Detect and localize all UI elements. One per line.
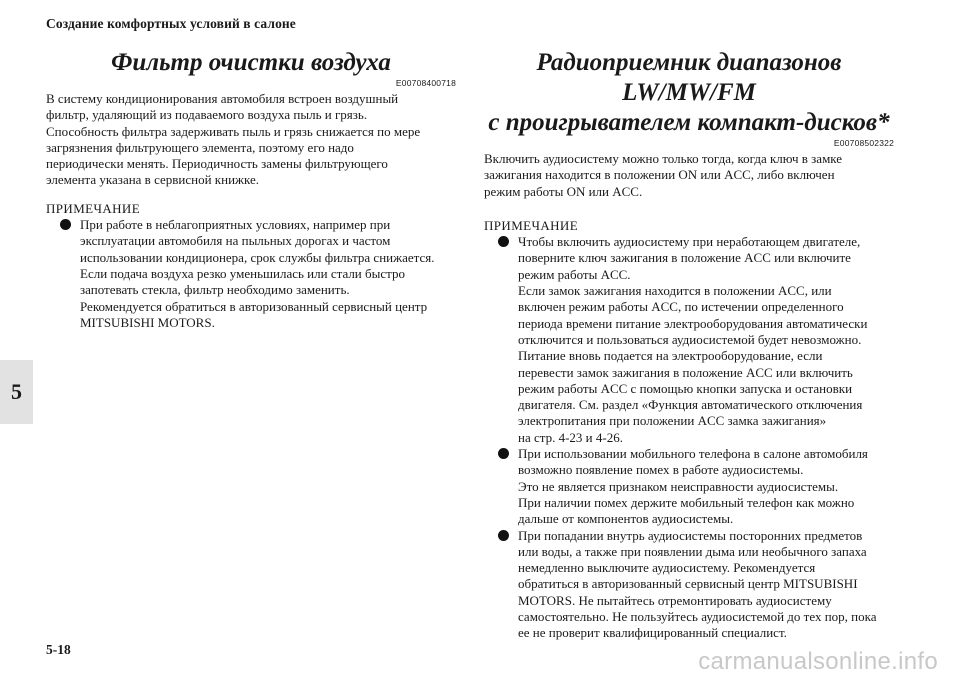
bullet-dot-icon bbox=[498, 530, 509, 541]
bullet-line: ее не проверит квалифицированный специалист. bbox=[518, 625, 787, 641]
note-label: ПРИМЕЧАНИЕ bbox=[484, 217, 579, 233]
bullet-line: MITSUBISHI MOTORS. bbox=[80, 314, 215, 330]
bullet-line: Если подача воздуха резко уменьшилась или стали быстро bbox=[80, 265, 405, 281]
bullet-line: периода времени питание электрооборудования автоматически bbox=[518, 315, 868, 331]
bullet-line: обратиться в авторизованный сервисный центр MITSUBISHI bbox=[518, 576, 858, 592]
running-header: Создание комфортных условий в салоне bbox=[46, 16, 296, 31]
bullet-line: При попадании внутрь аудиосистемы посторонних предметов bbox=[518, 527, 863, 543]
left-column bbox=[46, 48, 456, 331]
bullet-line: Питание вновь подается на электрооборудование, если bbox=[518, 348, 823, 364]
watermark-text: carmanualsonline.info bbox=[698, 648, 938, 675]
bullet-line: Это не является признаком неисправности аудиосистемы. bbox=[518, 478, 839, 494]
bullet-line: При наличии помех держите мобильный телефон как можно bbox=[518, 494, 855, 510]
section-title-radio bbox=[484, 48, 894, 138]
right-column bbox=[484, 48, 894, 642]
note-bullet bbox=[46, 217, 456, 331]
bullet-line: Чтобы включить аудиосистему при неработающем двигателе, bbox=[518, 234, 861, 250]
section-tab bbox=[0, 360, 33, 424]
title-line: с проигрывателем компакт-дисков* bbox=[488, 109, 890, 136]
bullet-line: возможно появление помех в работе аудиосистемы. bbox=[518, 462, 804, 478]
note-bullet bbox=[484, 446, 894, 527]
bullet-line: электропитания при положении ACC замка зажигания» bbox=[518, 413, 827, 429]
section-title-air-filter: Фильтр очистки воздуха bbox=[111, 49, 391, 76]
bullet-line: режим работы ACC. bbox=[518, 266, 631, 282]
bullet-line: двигателя. См. раздел «Функция автоматического отключения bbox=[518, 397, 863, 413]
note-label: ПРИМЕЧАНИЕ bbox=[46, 200, 141, 216]
bullet-line: эксплуатации автомобиля на пыльных дорогах и частом bbox=[80, 233, 391, 249]
bullet-line: поверните ключ зажигания в положение ACC или включите bbox=[518, 250, 851, 266]
intro-paragraph bbox=[46, 91, 456, 189]
paragraph-line: элемента указана в сервисной книжке. bbox=[46, 172, 260, 188]
bullet-line: отключится и пользоваться аудиосистемой будет невозможно. bbox=[518, 331, 862, 347]
bullet-line: Если замок зажигания находится в положении ACC, или bbox=[518, 283, 832, 299]
paragraph-line: периодически менять. Периодичность замены фильтрующего bbox=[46, 156, 388, 172]
bullet-line: самостоятельно. Не пользуйтесь аудиосистемой до тех пор, пока bbox=[518, 609, 877, 625]
page-number: 5-18 bbox=[46, 642, 71, 657]
paragraph-line: режим работы ON или ACC. bbox=[484, 183, 643, 199]
bullet-line: использовании кондиционера, срок службы фильтра снижается. bbox=[80, 249, 435, 265]
bullet-line: режим работы ACC с помощью кнопки запуска и остановки bbox=[518, 380, 853, 396]
paragraph-line: Способность фильтра задерживать пыль и грязь снижается по мере bbox=[46, 123, 421, 139]
paragraph-line: фильтр, удаляющий из подаваемого воздуха пыль и грязь. bbox=[46, 107, 368, 123]
bullet-line: немедленно выключите аудиосистему. Рекомендуется bbox=[518, 560, 816, 576]
section-code: E00708502322 bbox=[833, 138, 894, 148]
bullet-line: запотевать стекла, фильтр необходимо заменить. bbox=[80, 282, 350, 298]
bullet-line: При использовании мобильного телефона в салоне автомобиля bbox=[518, 446, 868, 462]
note-bullet bbox=[484, 234, 894, 446]
intro-paragraph bbox=[484, 151, 894, 200]
bullet-dot-icon bbox=[498, 236, 509, 247]
bullet-line: перевести замок зажигания в положение ACC или включить bbox=[518, 364, 853, 380]
bullet-line: Рекомендуется обратиться в авторизованный сервисный центр bbox=[80, 298, 428, 314]
section-code: E00708400718 bbox=[395, 78, 456, 88]
note-bullet bbox=[484, 528, 894, 642]
bullet-dot-icon bbox=[498, 448, 509, 459]
paragraph-line: зажигания находится в положении ON или ACC, либо включен bbox=[484, 167, 835, 183]
paragraph-line: загрязнения фильтрующего элемента, поэтому его надо bbox=[46, 139, 354, 155]
bullet-line: При работе в неблагоприятных условиях, например при bbox=[80, 217, 391, 233]
bullet-line: или воды, а также при появлении дыма или необычного запаха bbox=[518, 543, 867, 559]
bullet-line: на стр. 4-23 и 4-26. bbox=[518, 429, 623, 445]
title-line: Радиоприемник диапазонов LW/MW/FM bbox=[536, 49, 842, 106]
bullet-line: дальше от компонентов аудиосистемы. bbox=[518, 511, 734, 527]
bullet-line: включен режим работы ACC, по истечении определенного bbox=[518, 299, 844, 315]
paragraph-line: В систему кондиционирования автомобиля встроен воздушный bbox=[46, 91, 399, 106]
section-tab-number: 5 bbox=[11, 379, 22, 404]
bullet-dot-icon bbox=[60, 219, 71, 230]
paragraph-line: Включить аудиосистему можно только тогда, когда ключ в замке bbox=[484, 151, 843, 166]
bullet-line: MOTORS. Не пытайтесь отремонтировать аудиосистему bbox=[518, 592, 832, 608]
